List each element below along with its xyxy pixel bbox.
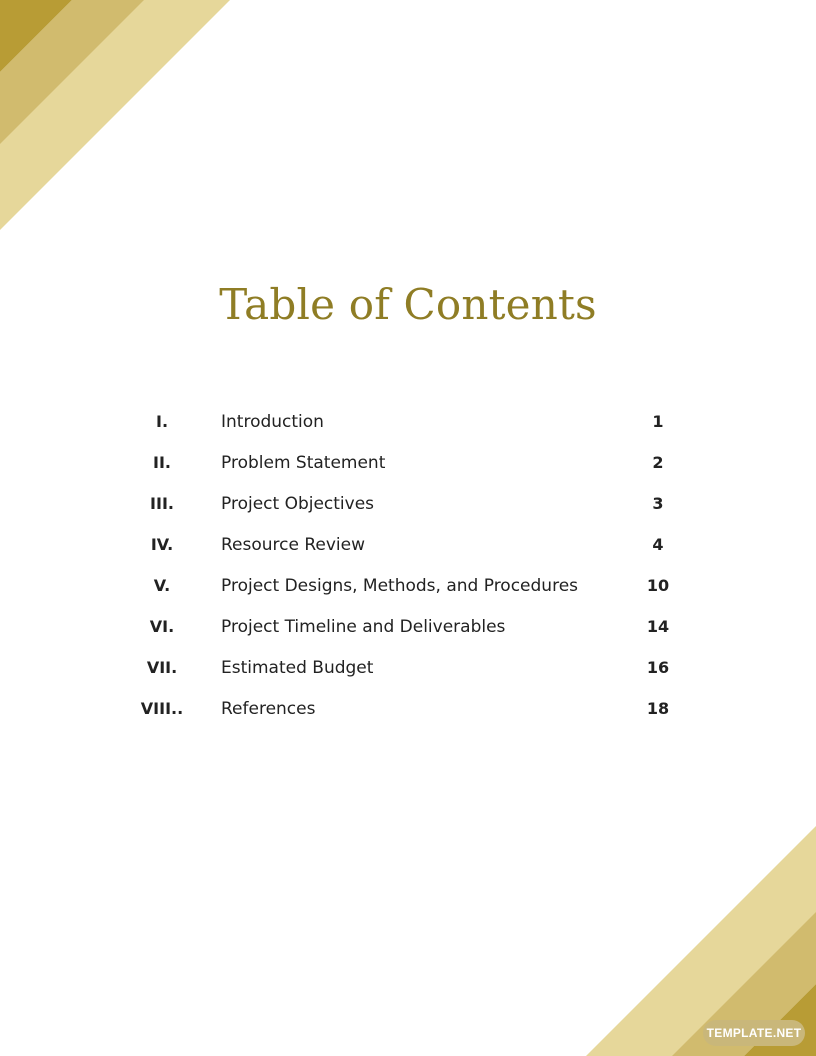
toc-entry-number: VIII.. — [140, 699, 184, 718]
toc-entry-title: References — [221, 699, 316, 719]
toc-entry-page: 14 — [646, 617, 670, 636]
toc-entry — [0, 689, 816, 730]
toc-entry-number: IV. — [150, 535, 174, 554]
corner-stripes-top-left — [0, 0, 230, 230]
toc-entry — [0, 402, 816, 443]
toc-entry-page: 4 — [652, 535, 664, 554]
toc-entry-title: Resource Review — [221, 535, 366, 555]
toc-entry-number: I. — [155, 412, 169, 431]
toc-entry — [0, 484, 816, 525]
toc-entry — [0, 443, 816, 484]
bar-lines-decor — [180, 70, 210, 220]
toc-entry-title: Project Objectives — [221, 494, 375, 514]
toc-entry-title: Estimated Budget — [221, 658, 374, 678]
toc-entry-page: 10 — [646, 576, 670, 595]
toc-entry — [0, 648, 816, 689]
toc-entry — [0, 607, 816, 648]
template-net-watermark[interactable]: TEMPLATE.NET — [703, 1020, 805, 1046]
toc-entry-number: II. — [153, 453, 171, 472]
toc-entry — [0, 566, 816, 607]
toc-list — [0, 402, 816, 730]
toc-entry-title: Project Designs, Methods, and Procedures — [221, 576, 579, 596]
toc-entry-page: 18 — [646, 699, 670, 718]
toc-entry-number: III. — [150, 494, 174, 513]
toc-entry-number: VI. — [149, 617, 175, 636]
toc-entry-title: Introduction — [221, 412, 324, 432]
toc-entry-title: Project Timeline and Deliverables — [221, 617, 506, 637]
toc-entry — [0, 525, 816, 566]
page-title: Table of Contents — [219, 280, 597, 329]
toc-entry-page: 3 — [652, 494, 664, 513]
toc-entry-page: 16 — [646, 658, 670, 677]
toc-entry-number: VII. — [146, 658, 178, 677]
toc-entry-number: V. — [153, 576, 171, 595]
toc-entry-page: 1 — [652, 412, 664, 431]
toc-entry-title: Problem Statement — [221, 453, 386, 473]
toc-entry-page: 2 — [652, 453, 664, 472]
